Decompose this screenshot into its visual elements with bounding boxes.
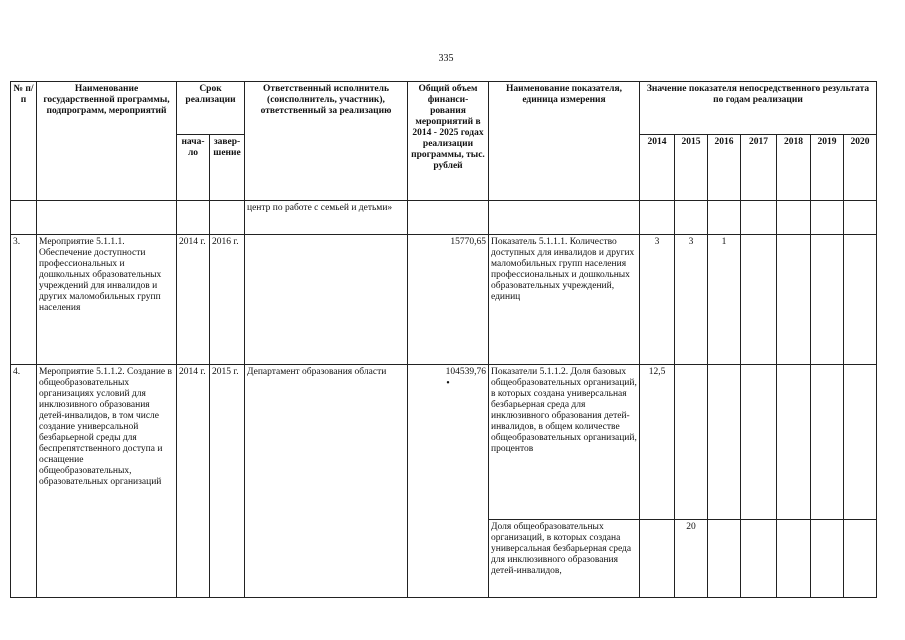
row-value [811, 235, 844, 365]
row-value [640, 520, 675, 598]
row-value: 3 [675, 235, 708, 365]
header-year: 2014 [640, 135, 675, 201]
header-year: 2019 [811, 135, 844, 201]
header-num: № п/п [11, 82, 37, 201]
row-end [210, 201, 245, 235]
row-indicator: Показатели 5.1.1.2. Доля базовых общеобразовательных организаций, в которых создана универсальная безбарьерная среда для инклюзивного образования детей-инвалидов, в общем количестве общеобразовательных организаций, процентов [489, 365, 640, 520]
header-period: Срок реализации [177, 82, 245, 135]
row-indicator [489, 201, 640, 235]
header-executor: Ответственный исполнитель (соисполнитель, участник), ответственный за реализацию [245, 82, 408, 201]
table-row [11, 365, 877, 520]
row-value: 20 [675, 520, 708, 598]
row-funding [408, 201, 489, 235]
row-value [777, 201, 811, 235]
row-indicator: Доля общеобразовательных организаций, в которых создана универсальная безбарьерная среда для инклюзивного образования детей-инвалидов, [489, 520, 640, 598]
header-start: нача-ло [177, 135, 210, 201]
page-number: 335 [438, 53, 454, 64]
row-value [844, 520, 877, 598]
row-start [177, 201, 210, 235]
row-name [37, 201, 177, 235]
row-value [640, 201, 675, 235]
row-value [844, 201, 877, 235]
table-row [11, 235, 877, 365]
row-value [708, 201, 741, 235]
row-value [811, 520, 844, 598]
row-value [708, 520, 741, 598]
row-value [741, 520, 777, 598]
row-value [741, 201, 777, 235]
row-num: 3. [11, 235, 37, 365]
row-value: 1 [708, 235, 741, 365]
row-end: 2015 г. [210, 365, 245, 598]
header-end: завер-шение [210, 135, 245, 201]
header-year: 2017 [741, 135, 777, 201]
row-num: 4. [11, 365, 37, 598]
row-num [11, 201, 37, 235]
row-start: 2014 г. [177, 235, 210, 365]
row-value [675, 201, 708, 235]
row-value [777, 235, 811, 365]
row-funding: 15770,65 [408, 235, 489, 365]
table-row [11, 201, 877, 235]
row-value: 12,5 [640, 365, 675, 520]
header-year: 2020 [844, 135, 877, 201]
header-year: 2018 [777, 135, 811, 201]
header-funding: Общий объем финанси-рования мероприятий в 2014 - 2025 годах реализации программы, тыс. рублей [408, 82, 489, 201]
row-value [777, 520, 811, 598]
header-name: Наименование государственной программы, подпрограмм, мероприятий [37, 82, 177, 201]
row-name: Мероприятие 5.1.1.2. Создание в общеобразовательных организациях условий для инклюзивного образования детей-инвалидов, в том числе создание универсальной безбарьерной среды для беспрепятственного доступа и оснащение общеобразовательных, образовательных организаций [37, 365, 177, 598]
row-value [844, 235, 877, 365]
row-value [675, 365, 708, 520]
header-year: 2015 [675, 135, 708, 201]
row-value [811, 201, 844, 235]
header-indicator: Наименование показателя, единица измерения [489, 82, 640, 201]
row-funding-cell [408, 365, 489, 598]
row-indicator: Показатель 5.1.1.1. Количество доступных для инвалидов и других маломобильных групп населения профессиональных и дошкольных образовательных учреждений, единиц [489, 235, 640, 365]
row-value [777, 365, 811, 520]
row-start: 2014 г. [177, 365, 210, 598]
header-values: Значение показателя непосредственного результата по годам реализации [640, 82, 877, 135]
row-value: 3 [640, 235, 675, 365]
program-table [10, 81, 877, 598]
header-year: 2016 [708, 135, 741, 201]
row-funding: 104539,76 [445, 367, 486, 377]
row-executor: Департамент образования области [245, 365, 408, 598]
row-value [741, 235, 777, 365]
row-value [844, 365, 877, 520]
row-executor [245, 235, 408, 365]
funding-note-mark: • [446, 378, 450, 389]
row-value [741, 365, 777, 520]
row-value [708, 365, 741, 520]
row-executor: центр по работе с семьей и детьми» [245, 201, 408, 235]
row-name: Мероприятие 5.1.1.1. Обеспечение доступности профессиональных и дошкольных образовательных учреждений для инвалидов и других маломобильных групп населения [37, 235, 177, 365]
row-end: 2016 г. [210, 235, 245, 365]
row-value [811, 365, 844, 520]
